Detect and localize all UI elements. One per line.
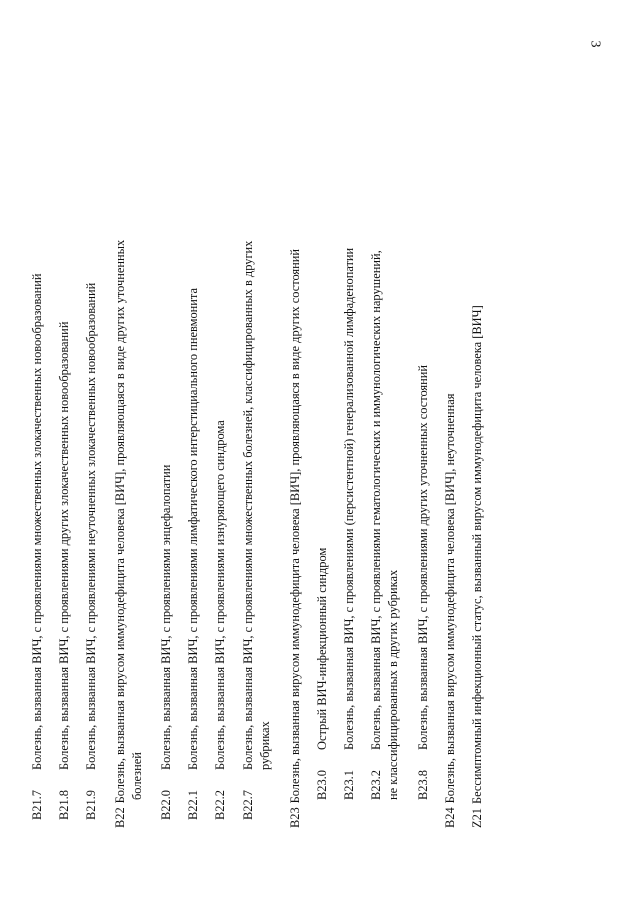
entry-text: Болезнь, вызванная вирусом иммунодефицита человека [ВИЧ], неуточненная (443, 393, 457, 804)
list-item (315, 548, 329, 800)
entry-code: Z21 (470, 808, 484, 828)
entry-text: Болезнь, вызванная ВИЧ, с проявлениями множественных болезней, классифицированных в других (241, 240, 255, 770)
list-item (213, 420, 227, 820)
entry-code: B22 (113, 807, 127, 828)
entry-code: B23.2 (369, 770, 383, 800)
entry-code: B22.0 (159, 790, 173, 820)
entry-code: B22.1 (186, 790, 200, 820)
entry-code: B22.2 (213, 790, 227, 820)
list-item (84, 283, 98, 820)
list-item (30, 273, 44, 820)
icd-code-list (30, 60, 510, 828)
entry-text: Болезнь, вызванная ВИЧ, с проявлениями лимфатического интерстициального пневмонита (186, 288, 200, 770)
entry-continuation: не классифицированных в других рубриках (386, 569, 400, 800)
entry-code: B22.7 (241, 790, 255, 820)
entry-code: B23 (288, 807, 302, 828)
entry-text: Болезнь, вызванная ВИЧ, с проявлениями множественных злокачественных новообразований (30, 273, 44, 770)
entry-code: B23.0 (315, 770, 329, 800)
list-item (342, 248, 356, 800)
entry-continuation: рубриках (258, 721, 272, 770)
list-item (241, 241, 255, 820)
entry-text: Болезнь, вызванная ВИЧ, с проявлениями других злокачественных новообразований (57, 321, 71, 770)
entry-code: B21.7 (30, 790, 44, 820)
entry-text: Болезнь, вызванная ВИЧ, с проявлениями неуточненных злокачественных новообразований (84, 282, 98, 770)
list-item (159, 465, 173, 820)
entry-text: Острый ВИЧ-инфекционный синдром (315, 547, 329, 750)
entry-code: B21.8 (57, 790, 71, 820)
entry-code: B23.1 (342, 770, 356, 800)
list-item (288, 249, 302, 828)
entry-text: Бессимптомный инфекционный статус, вызванный вирусом иммунодефицита человека [ВИЧ] (470, 305, 484, 805)
entry-text: Болезнь, вызванная ВИЧ, с проявлениями (персистентной) генерализованной лимфаденопатии (342, 247, 356, 750)
entry-text: Болезнь, вызванная ВИЧ, с проявлениями других уточненных состояний (416, 364, 430, 750)
entry-text: Болезнь, вызванная ВИЧ, с проявлениями изнуряющего синдрома (213, 420, 227, 770)
entry-text: Болезнь, вызванная вирусом иммунодефицита человека [ВИЧ], проявляющаяся в виде других уточненных (113, 239, 127, 804)
entry-code: B24 (443, 807, 457, 828)
page-number: 3 (587, 40, 603, 48)
list-item (369, 250, 383, 800)
list-item (470, 305, 484, 828)
entry-text: Болезнь, вызванная ВИЧ, с проявлениями энцефалопатии (159, 464, 173, 770)
entry-code: B23.8 (416, 770, 430, 800)
list-item (416, 365, 430, 800)
list-item (186, 288, 200, 820)
entry-code: B21.9 (84, 790, 98, 820)
list-item (57, 322, 71, 820)
entry-text: Болезнь, вызванная вирусом иммунодефицита человека [ВИЧ], проявляющаяся в виде других состояний (288, 249, 302, 804)
list-item (113, 240, 127, 828)
list-item (443, 394, 457, 828)
entry-continuation: болезней (130, 752, 144, 800)
entry-text: Болезнь, вызванная ВИЧ, с проявлениями гематологических и иммунологических нарушений, (369, 250, 383, 750)
